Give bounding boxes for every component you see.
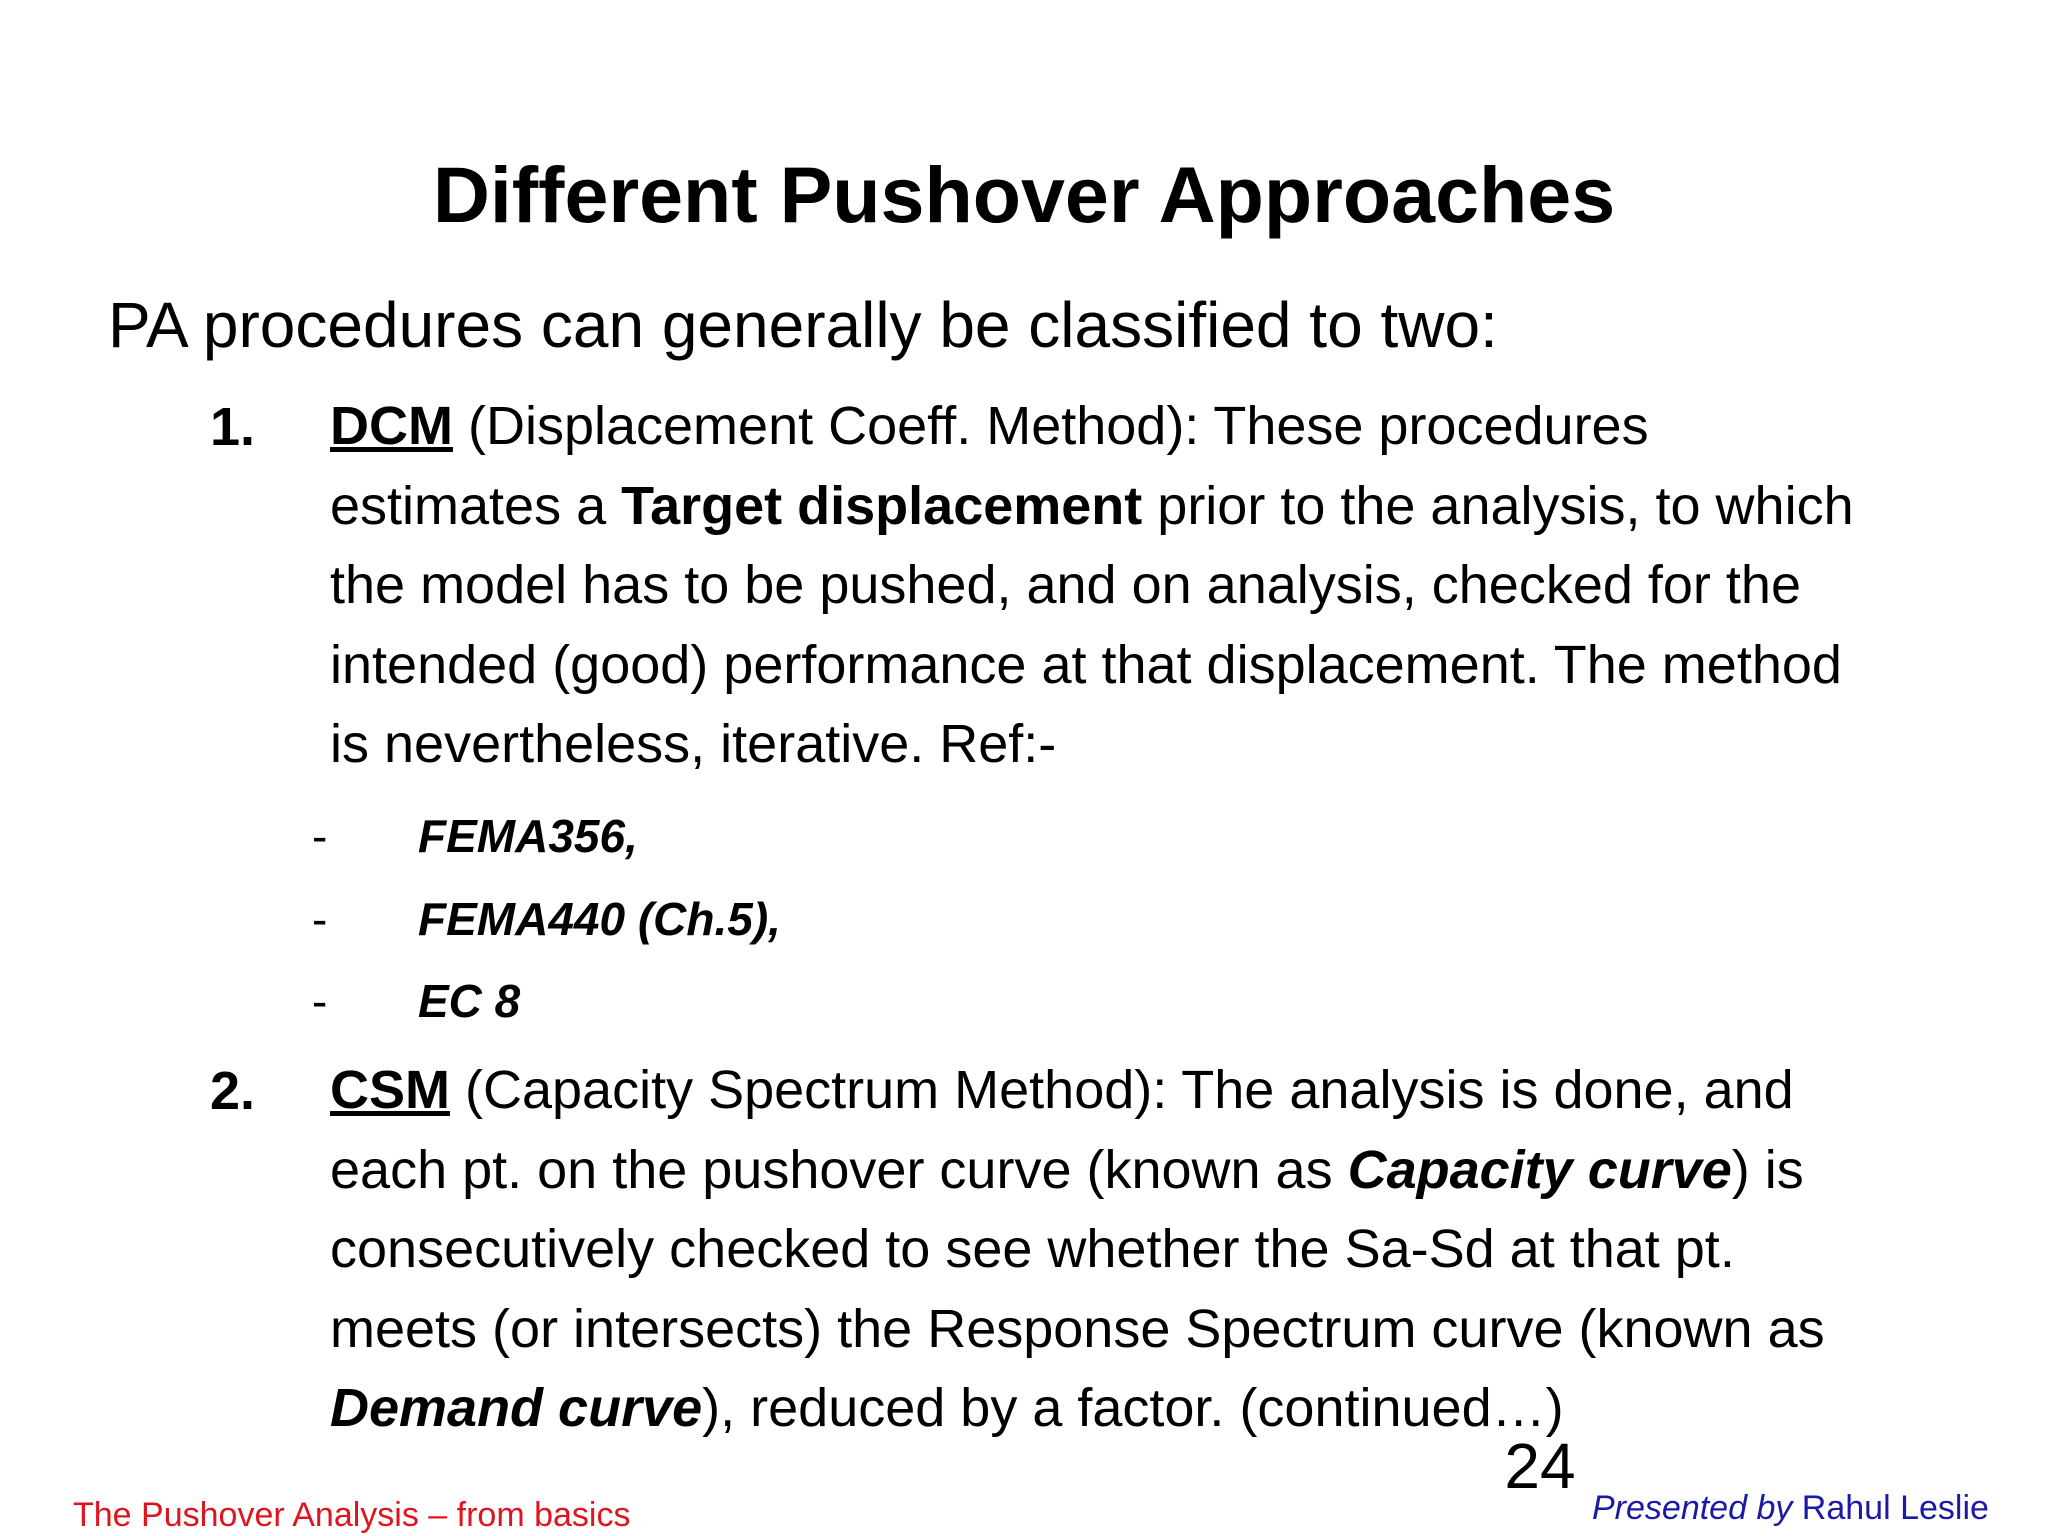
- item-1-line-2: [330, 467, 2030, 547]
- item-2-line-5-post: ), reduced by a factor. (continued…): [702, 1378, 1564, 1439]
- item-1-line-1: [330, 387, 2030, 467]
- item-1-line-5: is nevertheless, iterative. Ref:-: [330, 714, 1057, 775]
- ref-3-text: EC 8: [418, 975, 521, 1027]
- item-1-line-2-post: prior to the analysis, to which: [1142, 475, 1854, 536]
- target-displacement-term: Target displacement: [621, 475, 1143, 536]
- item-2-line-1-text: (Capacity Spectrum Method): The analysis is done, and: [450, 1060, 1794, 1120]
- footer-presenter-name: Rahul Leslie: [1792, 1489, 1989, 1527]
- item-2-number: 2.: [210, 1061, 256, 1121]
- dcm-acronym: DCM: [330, 396, 453, 456]
- item-2-line-4: meets (or intersects) the Response Spectrum curve (known as: [330, 1298, 1825, 1359]
- item-1-number: 1.: [210, 397, 256, 457]
- item-1-line-4: intended (good) performance at that displacement. The method: [330, 634, 1842, 695]
- item-1-line-1-text: (Displacement Coeff. Method): These procedures: [452, 396, 1649, 456]
- item-2-line-5: [330, 1369, 2030, 1449]
- item-1-body: [330, 387, 2030, 785]
- lead-text: PA procedures can generally be classified to two:: [108, 289, 1498, 361]
- footer-presenter: [1592, 1488, 1989, 1528]
- item-2-line-2: [330, 1131, 2030, 1211]
- item-2-line-2-post: ) is: [1731, 1139, 1804, 1200]
- ref-3-dash: -: [312, 975, 328, 1027]
- footer-presentation-title: The Pushover Analysis – from basics: [73, 1496, 631, 1534]
- ref-1-dash: -: [312, 810, 328, 862]
- item-2-line-1: [330, 1051, 2030, 1131]
- slide-title: Different Pushover Approaches: [432, 150, 1616, 239]
- page-number: 24: [1504, 1430, 1576, 1502]
- csm-acronym: CSM: [330, 1060, 450, 1120]
- capacity-curve-term: Capacity curve: [1347, 1139, 1732, 1200]
- item-2-line-2-pre: each pt. on the pushover curve (known as: [330, 1139, 1348, 1200]
- ref-2-text: FEMA440 (Ch.5),: [418, 893, 781, 945]
- item-1-line-2-pre: estimates a: [330, 475, 622, 536]
- item-2-body: [330, 1051, 2030, 1449]
- item-1-line-3: the model has to be pushed, and on analysis, checked for the: [330, 555, 1801, 616]
- footer-presented-by: Presented by: [1592, 1489, 1793, 1527]
- ref-2-dash: -: [312, 893, 328, 945]
- ref-1-text: FEMA356,: [418, 810, 638, 862]
- demand-curve-term: Demand curve: [330, 1378, 703, 1439]
- item-2-line-3: consecutively checked to see whether the Sa-Sd at that pt.: [330, 1219, 1735, 1280]
